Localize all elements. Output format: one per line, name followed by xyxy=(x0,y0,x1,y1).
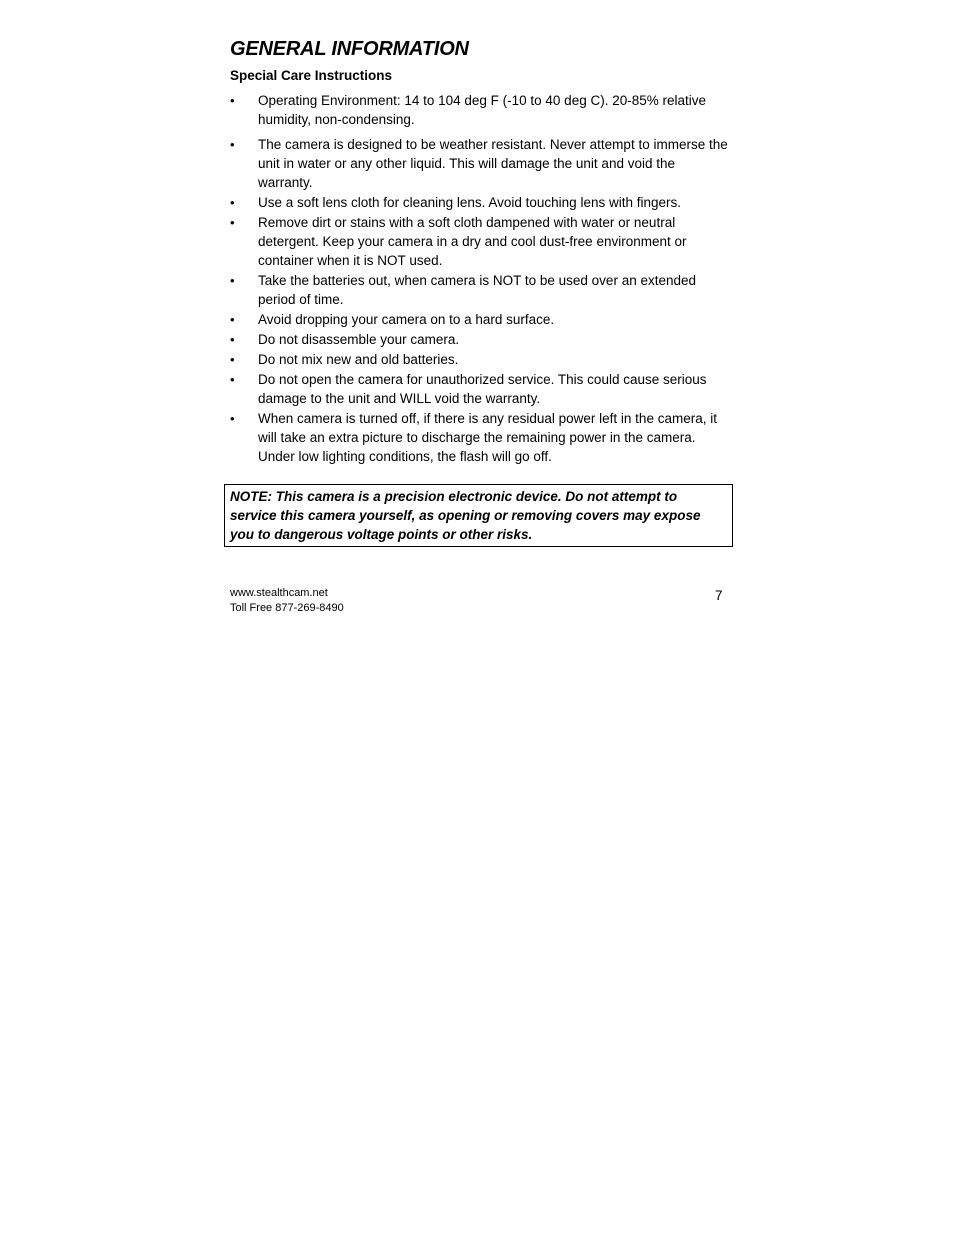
warning-note-box xyxy=(224,484,733,547)
bullet-icon: • xyxy=(230,93,235,108)
list-item xyxy=(230,271,728,309)
page-number: 7 xyxy=(715,588,723,603)
bullet-icon: • xyxy=(230,411,235,426)
list-item xyxy=(230,91,728,129)
list-item-text: Avoid dropping your camera on to a hard surface. xyxy=(258,312,555,327)
bullet-icon: • xyxy=(230,312,235,327)
list-item xyxy=(230,350,728,369)
bullet-icon: • xyxy=(230,195,235,210)
list-item xyxy=(230,213,728,270)
section-subtitle: Special Care Instructions xyxy=(230,68,393,83)
list-item xyxy=(230,193,728,212)
bullet-icon: • xyxy=(230,332,235,347)
list-item-text: Do not mix new and old batteries. xyxy=(258,352,459,367)
list-item-text: Take the batteries out, when camera is NOT to be used over an extended period of time. xyxy=(258,273,697,307)
list-item-text: Operating Environment: 14 to 104 deg F (-10 to 40 deg C). 20-85% relative humidity, non-condensing. xyxy=(258,93,707,127)
bullet-icon: • xyxy=(230,137,235,152)
list-item-text: Do not open the camera for unauthorized service. This could cause serious damage to the unit and WILL void the warranty. xyxy=(258,372,707,406)
bullet-icon: • xyxy=(230,215,235,230)
care-instructions-list xyxy=(230,91,730,466)
footer-website: www.stealthcam.net xyxy=(230,587,328,599)
list-item xyxy=(230,310,728,329)
list-item-text: Remove dirt or stains with a soft cloth dampened with water or neutral detergent. Keep your camera in a dry and cool dust-free environment or container when it is NOT used. xyxy=(258,215,687,268)
footer-phone: Toll Free 877-269-8490 xyxy=(230,602,344,614)
footer-contact xyxy=(230,586,344,616)
bullet-icon: • xyxy=(230,372,235,387)
bullet-icon: • xyxy=(230,273,235,288)
list-item-text: The camera is designed to be weather resistant. Never attempt to immerse the unit in water or any other liquid. This will damage the unit and void the warranty. xyxy=(258,137,728,190)
list-item-text: When camera is turned off, if there is any residual power left in the camera, it will take an extra picture to discharge the remaining power in the camera. Under low lighting conditions, the flash will go off. xyxy=(258,411,717,464)
list-item xyxy=(230,135,728,192)
warning-note-text: NOTE: This camera is a precision electronic device. Do not attempt to service this camera yourself, as opening or removing covers may expose you to dangerous voltage points or other risks. xyxy=(230,489,701,542)
page-title: GENERAL INFORMATION xyxy=(230,38,469,60)
list-item xyxy=(230,330,728,349)
bullet-icon: • xyxy=(230,352,235,367)
list-item xyxy=(230,409,728,466)
list-item xyxy=(230,370,728,408)
list-item-text: Do not disassemble your camera. xyxy=(258,332,460,347)
document-page xyxy=(230,36,730,467)
list-item-text: Use a soft lens cloth for cleaning lens. Avoid touching lens with fingers. xyxy=(258,195,681,210)
